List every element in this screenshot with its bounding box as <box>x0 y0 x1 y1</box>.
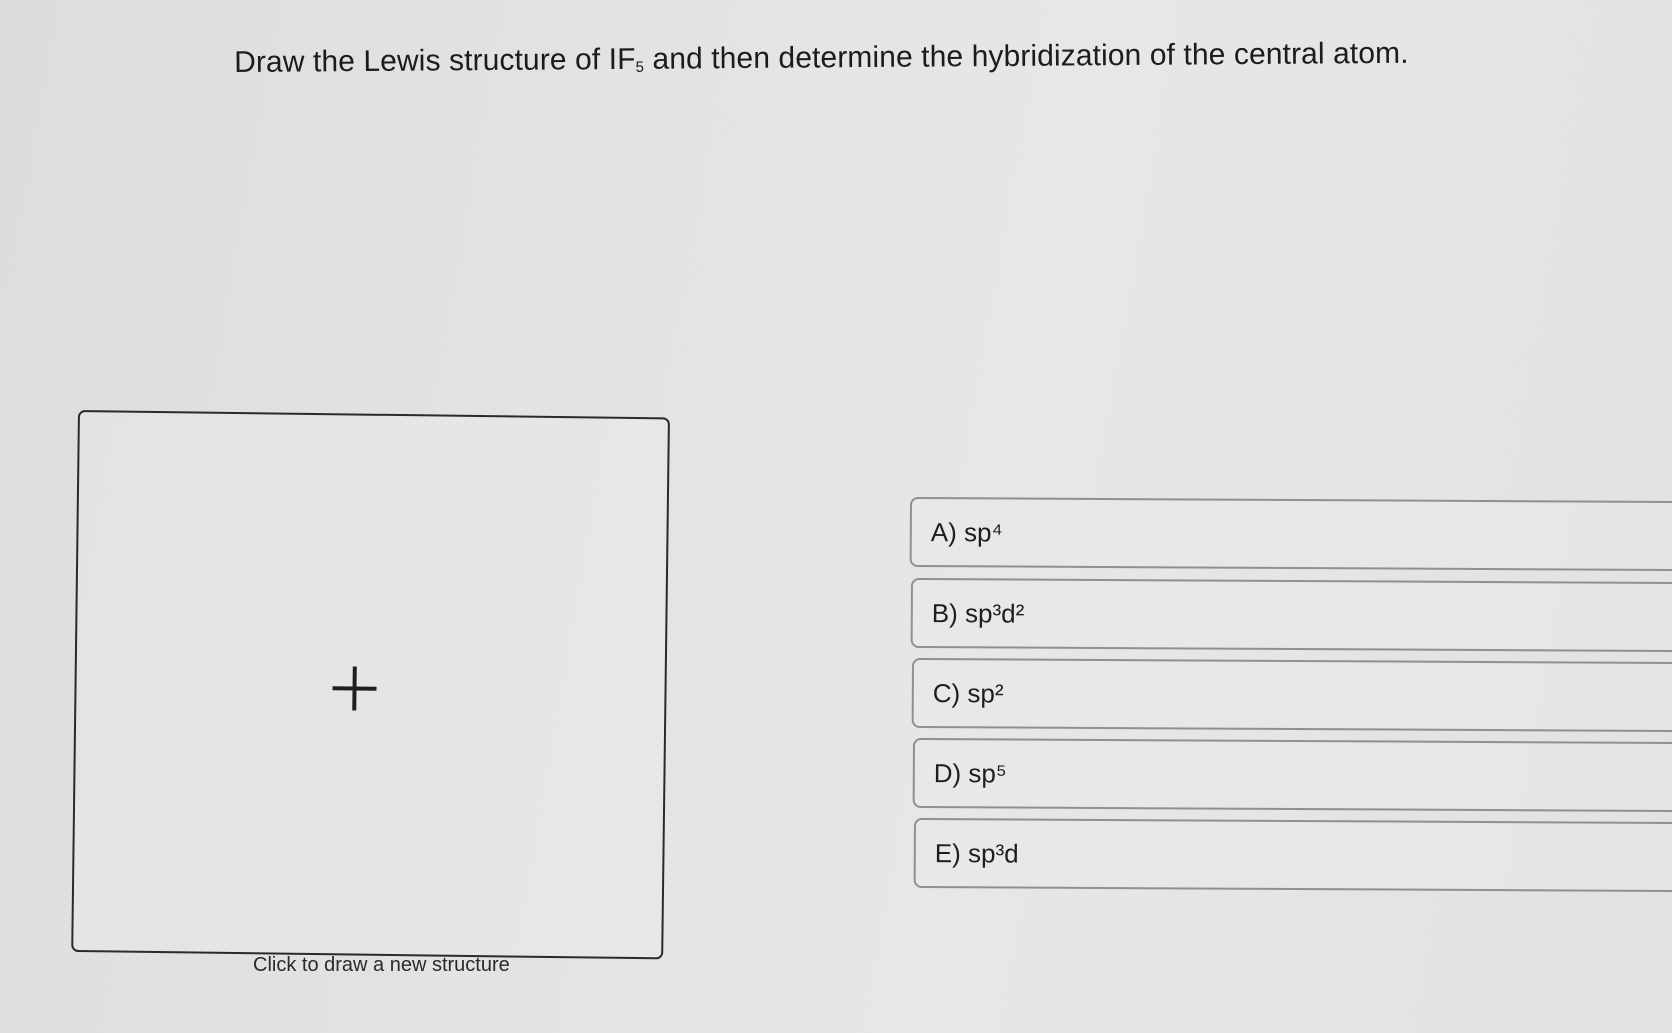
option-d-label: D) sp⁵ <box>933 757 1007 788</box>
option-b[interactable] <box>911 578 1672 652</box>
option-e[interactable] <box>914 818 1672 892</box>
question-text <box>234 37 1409 80</box>
option-c-label: C) sp² <box>932 677 1004 708</box>
question-text-start: Draw the Lewis structure of IF <box>234 42 636 79</box>
draw-caption: Click to draw a new structure <box>253 954 510 976</box>
option-a[interactable] <box>910 497 1672 571</box>
option-e-label: E) sp³d <box>934 837 1019 869</box>
option-d[interactable] <box>913 738 1672 812</box>
option-b-label: B) sp³d² <box>931 597 1025 629</box>
option-c[interactable] <box>912 658 1672 732</box>
plus-icon[interactable] <box>332 666 377 711</box>
option-a-label: A) sp⁴ <box>930 516 1003 547</box>
question-text-end: and then determine the hybridization of the central atom. <box>643 36 1409 76</box>
question-subscript: 5 <box>635 58 645 76</box>
structure-drawing-area[interactable] <box>71 410 670 959</box>
